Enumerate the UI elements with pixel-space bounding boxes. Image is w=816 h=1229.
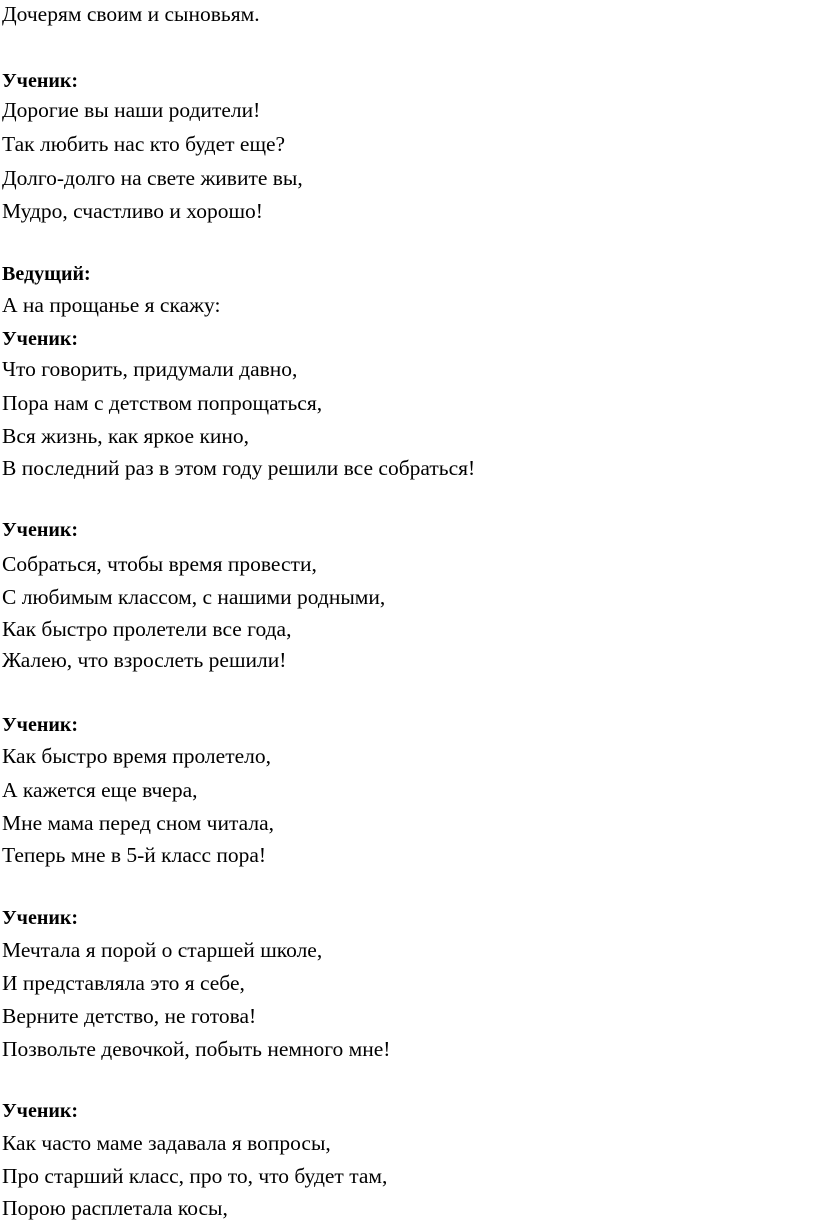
speaker-label: Ученик: [2,1100,79,1122]
verse-line: Порою расплетала косы, [2,1196,228,1220]
verse-line: Как быстро пролетели все года, [2,617,292,641]
verse-line: Что говорить, придумали давно, [2,357,298,381]
speaker-label: Ученик: [2,519,79,541]
verse-line: Как часто маме задавала я вопросы, [2,1131,331,1155]
speaker-label: Ученик: [2,328,79,350]
verse-line: Мечтала я порой о старшей школе, [2,938,323,962]
verse-line: Позвольте девочкой, побыть немного мне! [2,1037,391,1061]
speaker-label: Ученик: [2,907,79,929]
verse-line: С любимым классом, с нашими родными, [2,585,386,609]
verse-line: Как быстро время пролетело, [2,744,271,768]
verse-line: А кажется еще вчера, [2,778,198,802]
verse-line: И представляла это я себе, [2,971,245,995]
verse-line: А на прощанье я скажу: [2,293,221,317]
speaker-label: Ведущий: [2,263,91,285]
verse-line: Мне мама перед сном читала, [2,811,275,835]
verse-line: Дорогие вы наши родители! [2,98,261,122]
verse-line: Пора нам с детством попрощаться, [2,391,323,415]
verse-line: Долго-долго на свете живите вы, [2,166,303,190]
verse-line: Дочерям своим и сыновьям. [2,2,260,26]
verse-line: Вся жизнь, как яркое кино, [2,424,250,448]
verse-line: Жалею, что взрослеть решили! [2,648,287,672]
speaker-label: Ученик: [2,714,79,736]
verse-line: Так любить нас кто будет еще? [2,132,286,156]
verse-line: Собраться, чтобы время провести, [2,552,317,576]
verse-line: Мудро, счастливо и хорошо! [2,199,263,223]
speaker-label: Ученик: [2,70,79,92]
verse-line: Верните детство, не готова! [2,1004,257,1028]
verse-line: Теперь мне в 5-й класс пора! [2,843,267,867]
verse-line: В последний раз в этом году решили все собраться! [2,456,476,480]
verse-line: Про старший класс, про то, что будет там, [2,1164,388,1188]
